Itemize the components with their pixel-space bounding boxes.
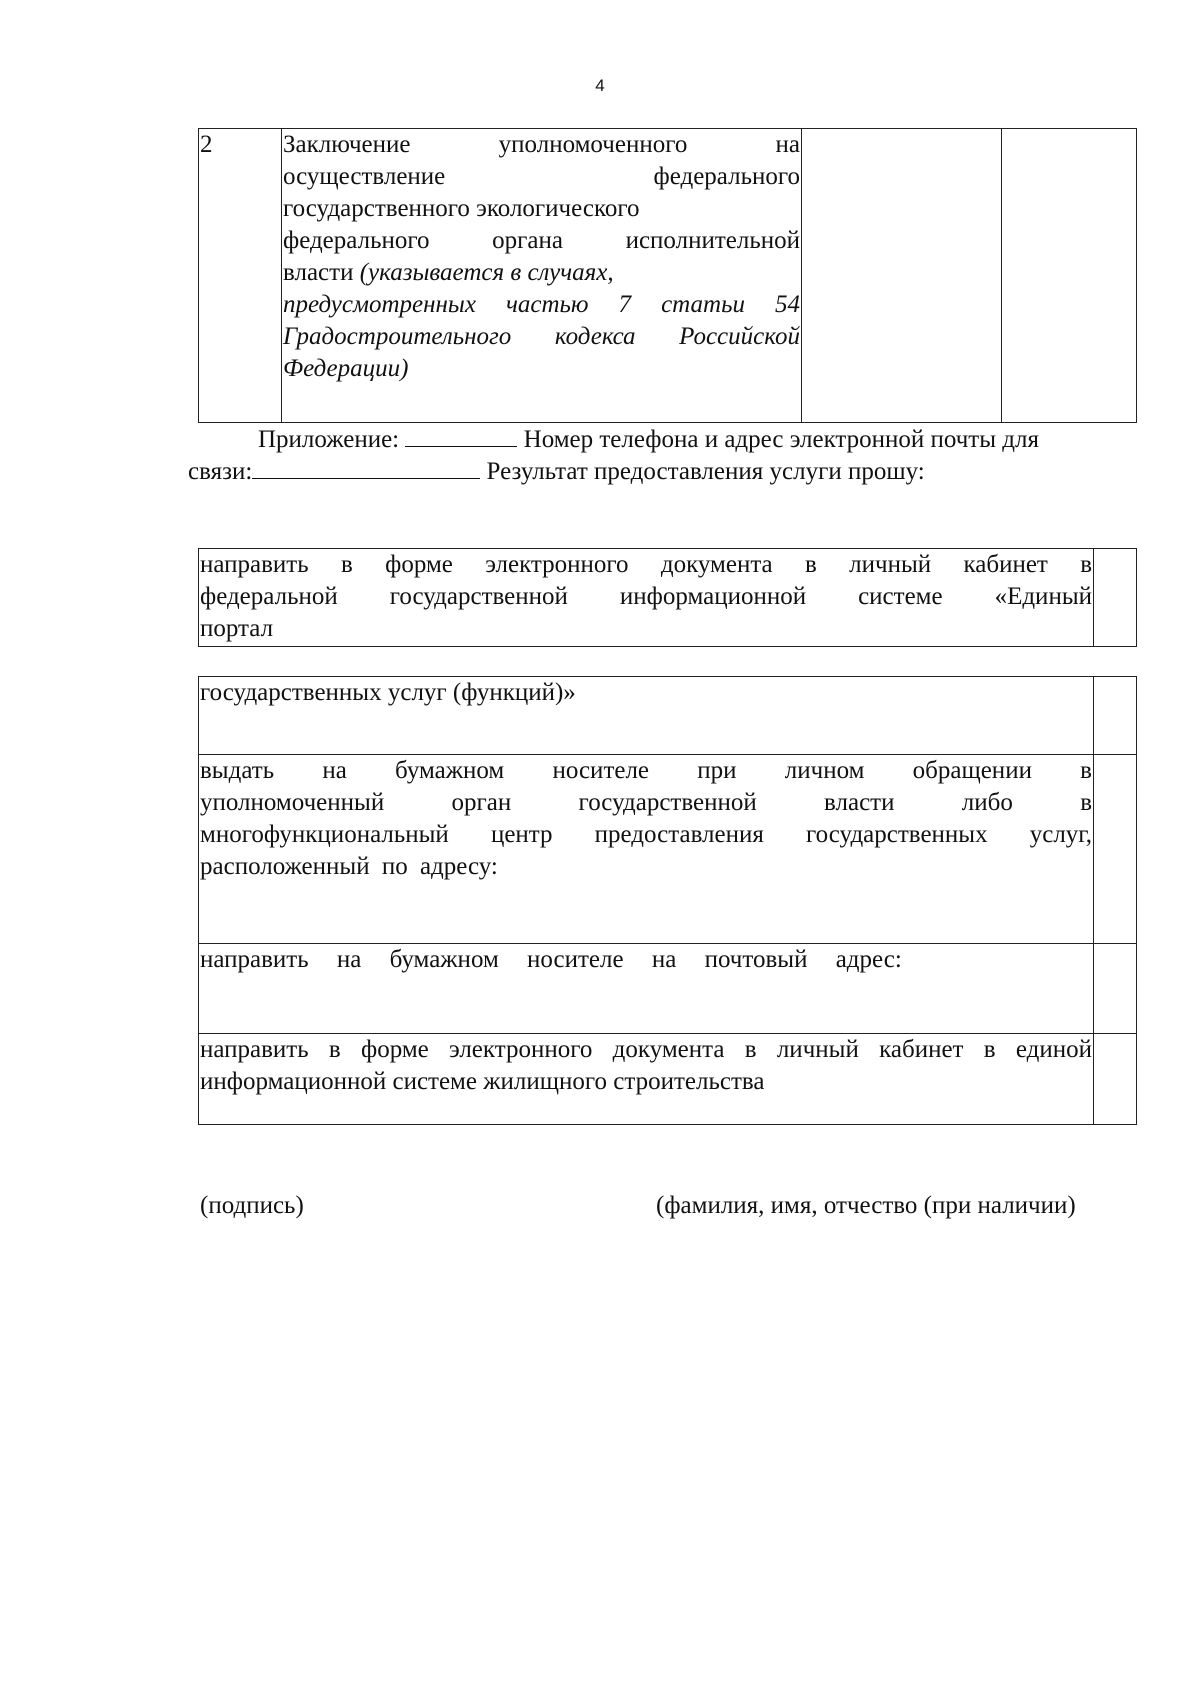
description-line	[283, 257, 800, 289]
option-line: направить на бумажном носителе на почтовый адрес:	[200, 946, 902, 973]
option-line: направить в форме электронного документа в личный кабинет в единой	[200, 1036, 1092, 1063]
italic-note: (указывается в случаях,	[359, 259, 614, 286]
contact-line	[188, 456, 925, 488]
description-line: осуществление федерального	[283, 163, 800, 190]
option-checkbox[interactable]	[1094, 549, 1137, 647]
option-text	[199, 755, 1094, 944]
option-checkbox[interactable]	[1094, 944, 1137, 1034]
attachment-blank[interactable]	[405, 424, 517, 447]
italic-note-line: предусмотренных частью 7 статьи 54	[283, 291, 800, 318]
table-row	[199, 549, 1137, 647]
empty-cell	[802, 129, 1002, 423]
row-number: 2	[199, 129, 282, 423]
option-line: выдать на бумажном носителе при личном обращении в	[200, 757, 1092, 784]
option-line: направить в форме электронного документа в личный кабинет в	[200, 551, 1092, 578]
option-line: государственных услуг (функций)»	[200, 679, 576, 706]
description-line: государственного экологического	[283, 195, 640, 222]
table-row	[199, 1034, 1137, 1125]
italic-note-line: Градостроительного кодекса Российской	[283, 323, 800, 350]
table-row	[199, 944, 1137, 1034]
delivery-option-table	[198, 548, 1137, 647]
contact-label: Номер телефона и адрес электронной почты для	[523, 426, 1039, 453]
table-row	[199, 677, 1137, 755]
option-line: информационной системе жилищного строительства	[200, 1068, 765, 1095]
description-line-text: власти	[283, 259, 354, 286]
option-checkbox[interactable]	[1094, 1034, 1137, 1125]
description-line: федерального органа исполнительной	[283, 227, 800, 254]
option-text	[199, 549, 1094, 647]
table-row	[199, 755, 1137, 944]
table-row	[199, 129, 1137, 423]
empty-cell	[1002, 129, 1137, 423]
option-line: федеральной государственной информационной системе «Единый	[200, 583, 1092, 610]
attachment-line	[258, 424, 1158, 456]
documents-table	[198, 128, 1137, 423]
option-checkbox[interactable]	[1094, 677, 1137, 755]
full-name-caption: (фамилия, имя, отчество (при наличии)	[656, 1192, 1076, 1219]
delivery-options-table	[198, 676, 1137, 1125]
option-text	[199, 677, 1094, 755]
option-line: портал	[200, 615, 274, 642]
contact-label-2: связи:	[188, 458, 253, 485]
italic-note-line: Федерации)	[283, 355, 409, 382]
option-line: расположенный по адресу:	[200, 853, 498, 880]
option-text	[199, 944, 1094, 1034]
signature-caption: (подпись)	[200, 1192, 304, 1219]
option-line: уполномоченный орган государственной власти либо в	[200, 789, 1092, 816]
option-line: многофункциональный центр предоставления государственных услуг,	[200, 821, 1092, 848]
attachment-label: Приложение:	[258, 426, 400, 453]
result-label: Результат предоставления услуги прошу:	[486, 458, 925, 485]
option-checkbox[interactable]	[1094, 755, 1137, 944]
description-line: Заключение уполномоченного на	[283, 131, 800, 158]
document-description	[282, 129, 802, 423]
contact-blank[interactable]	[252, 456, 480, 479]
page-number: 4	[595, 76, 605, 95]
option-text	[199, 1034, 1094, 1125]
